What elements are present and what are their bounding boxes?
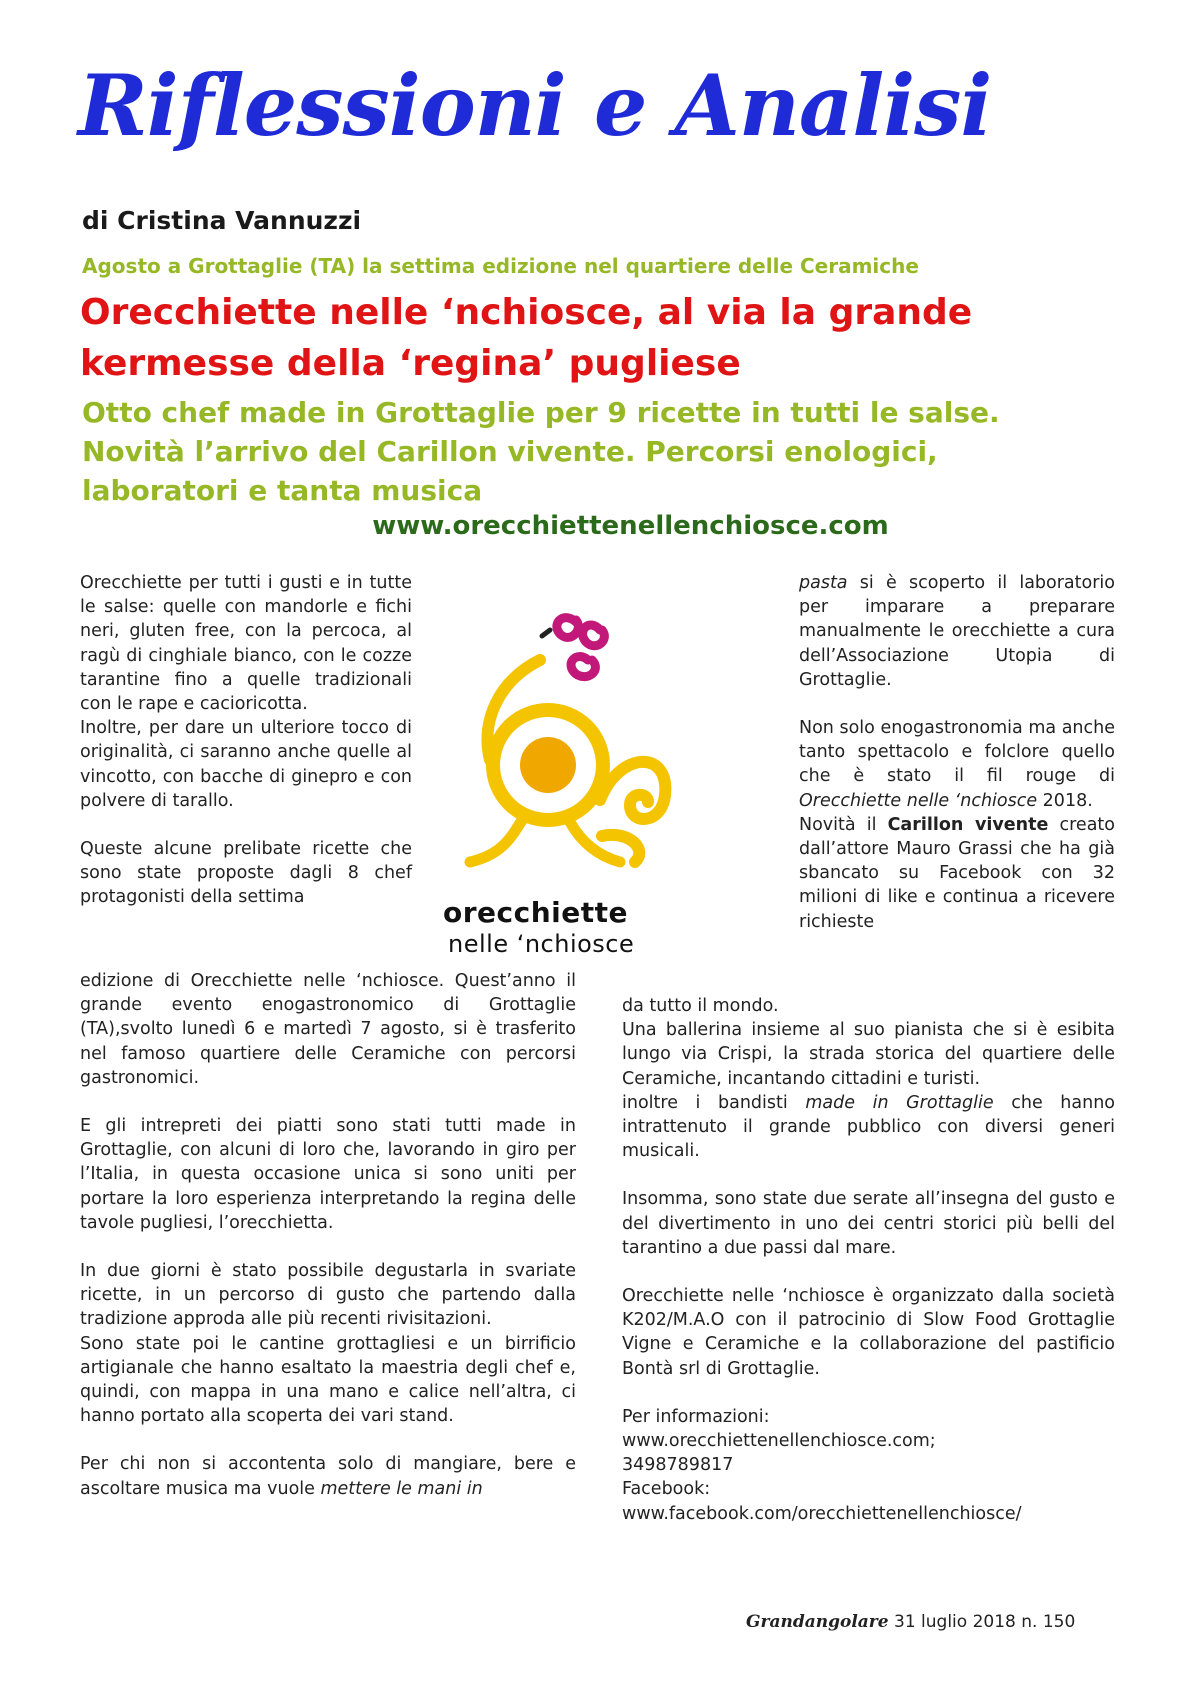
info-label: Per informazioni: bbox=[622, 1406, 770, 1427]
headline-line-2: kermesse della ‘regina’ pugliese bbox=[80, 343, 741, 384]
info-website-link[interactable]: www.orecchiettenellenchiosce.com; bbox=[622, 1431, 936, 1452]
info-facebook-label: Facebook: bbox=[622, 1479, 711, 1500]
logo-wordmark-orecchiette: orecchiette bbox=[443, 896, 629, 929]
paragraph: Queste alcune prelibate ricette che sono state proposte dagli 8 chef protagonisti della settima bbox=[80, 839, 412, 908]
text-run: Non solo enogastronomia ma anche tanto spettacolo e folclore quello che è stato il fil rouge di bbox=[799, 718, 1115, 787]
paragraph: Orecchiette nelle ‘nchiosce è organizzato dalla società K202/M.A.O con il patrocinio di Slow Food Grottaglie Vigne e Ceramiche e la collaborazione del pastificio Bontà srl di Grottaglie. bbox=[622, 1286, 1115, 1379]
text-run-italic: Orecchiette nelle ‘nchiosce bbox=[799, 790, 1038, 811]
kicker: Agosto a Grottaglie (TA) la settima edizione nel quartiere delle Ceramiche bbox=[82, 254, 919, 278]
issue-info: 31 luglio 2018 n. 150 bbox=[888, 1612, 1076, 1632]
logo-wordmark-nchiosce: nelle ‘nchiosce bbox=[448, 930, 635, 958]
paragraph: Orecchiette per tutti i gusti e in tutte le salse: quelle con mandorle e fichi neri, gluten free, con la percoca, al ragù di cinghiale bianco, con le cozze tarantine fino a quelle tradizionali con le rape e cacioricotta. bbox=[80, 573, 412, 715]
paragraph bbox=[80, 1452, 576, 1500]
paragraph bbox=[799, 813, 1115, 934]
author-byline: di Cristina Vannuzzi bbox=[82, 206, 362, 235]
paragraph bbox=[622, 1091, 1115, 1164]
headline bbox=[80, 287, 1120, 389]
text-run-italic: made in Grottaglie bbox=[805, 1092, 994, 1113]
article-column-left-bottom bbox=[80, 969, 576, 1501]
text-run: creato dall’attore Mauro Grassi che ha già sbancato su Facebook con 32 milioni di like e continua a ricevere richieste bbox=[799, 814, 1115, 932]
subhead-line-1: Otto chef made in Grottaglie per 9 ricette in tutti le salse. bbox=[82, 396, 1000, 429]
text-run: si è scoperto il laboratorio per imparare a preparare manualmente le orecchiette a cura dell’Associazione Utopia di Grottaglie. bbox=[799, 573, 1115, 690]
text-run-italic: mettere le mani in bbox=[320, 1478, 483, 1499]
article-column-right-bottom bbox=[622, 994, 1115, 1526]
paragraph: Inoltre, per dare un ulteriore tocco di originalità, ci saranno anche quelle al vincotto, con bacche di ginepro e con polvere di tarallo. bbox=[80, 718, 412, 811]
website-link[interactable]: www.orecchiettenellenchiosce.com bbox=[372, 511, 889, 541]
paragraph: edizione di Orecchiette nelle ‘nchiosce. Quest’anno il grande evento enogastronomico di Grottaglie (TA),svolto lunedì 6 e martedì 7 agosto, si è trasferito nel famoso quartiere delle Ceramiche con percorsi gastronomici. bbox=[80, 971, 576, 1088]
paragraph: Una ballerina insieme al suo pianista che si è esibita lungo via Crispi, la strada storica del quartiere delle Ceramiche, incantando cittadini e turisti. bbox=[622, 1020, 1115, 1089]
paragraph: Sono state poi le cantine grottagliesi e un birrificio artigianale che hanno esaltato la maestria degli chef e, quindi, con mappa in una mano e calice nell’altra, ci hanno portato alla scoperta dei vari stand. bbox=[80, 1333, 576, 1427]
subhead-line-3: laboratori e tanta musica bbox=[82, 474, 483, 507]
text-run: Novità il bbox=[799, 814, 888, 835]
page-footer bbox=[746, 1612, 1075, 1632]
headline-line-1: Orecchiette nelle ‘nchiosce, al via la grande bbox=[80, 292, 973, 333]
paragraph: In due giorni è stato possibile degustarla in svariate ricette, in un percorso di gusto che partendo dalla tradizione approda alle più recenti rivisitazioni. bbox=[80, 1261, 576, 1330]
magazine-name: Grandangolare bbox=[746, 1612, 889, 1632]
paragraph: E gli intrepreti dei piatti sono stati tutti made in Grottaglie, con alcuni di loro che, lavorando in giro per l’Italia, in questa occasione unica si sono uniti per portare la loro esperienza interpretando la regina delle tavole pugliesi, l’orecchietta. bbox=[80, 1116, 576, 1233]
text-run: Per chi non si accontenta solo di mangiare, bere e ascoltare musica ma vuole bbox=[80, 1454, 576, 1499]
text-run: 2018. bbox=[1037, 790, 1093, 811]
info-facebook-link[interactable]: www.facebook.com/orecchiettenellenchiosce/ bbox=[622, 1503, 1022, 1524]
text-run: inoltre i bandisti bbox=[622, 1092, 806, 1113]
paragraph: da tutto il mondo. bbox=[622, 996, 779, 1016]
text-run-bold: Carillon vivente bbox=[887, 814, 1049, 835]
paragraph bbox=[799, 716, 1115, 813]
subhead-line-2: Novità l’arrivo del Carillon vivente. Percorsi enologici, bbox=[82, 435, 938, 468]
info-phone: 3498789817 bbox=[622, 1455, 734, 1476]
text-run: che hanno intrattenuto il grande pubblico con diversi generi musicali. bbox=[622, 1092, 1116, 1162]
paragraph: Insomma, sono state due serate all’insegna del gusto e del divertimento in uno dei centri storici più belli del tarantino a due passi dal mare. bbox=[622, 1189, 1115, 1258]
article-column-right-top bbox=[799, 571, 1115, 934]
masthead-title: Riflessioni e Analisi bbox=[78, 56, 992, 155]
text-run-italic: pasta bbox=[799, 573, 848, 593]
article-column-left-top bbox=[80, 571, 412, 910]
paragraph bbox=[799, 571, 1115, 692]
subheadline bbox=[82, 393, 1122, 510]
